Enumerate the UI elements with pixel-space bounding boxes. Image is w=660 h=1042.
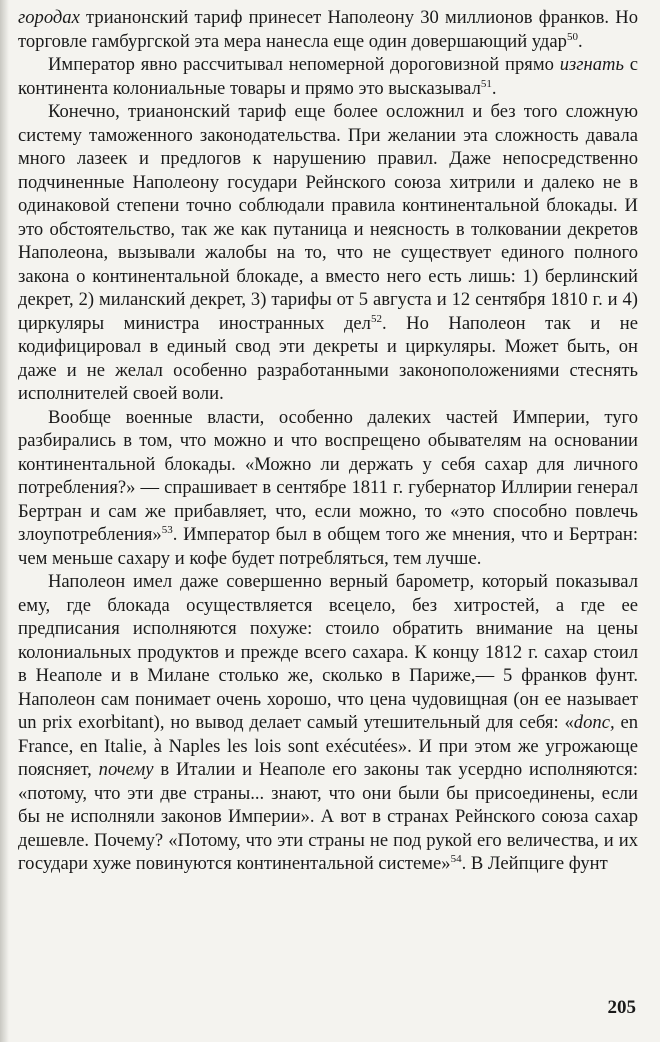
- text-run: . Но Наполеон так и не кодифицировал в единый свод эти декреты и циркуляры. Может быть, он даже и не желал особенно разработанными законоположениями стеснять исполнителей своей воли.: [18, 312, 639, 404]
- text-run: .: [577, 30, 583, 52]
- text-run: трианонский тариф принесет Наполеону 30 миллионов франков. Но торговле гамбургской эта мера нанесла еще один довершающий удар: [18, 7, 638, 52]
- footnote-ref: 52: [370, 312, 382, 325]
- paragraph: [18, 406, 638, 571]
- footnote-ref: 50: [566, 30, 578, 43]
- text-run: en France, en Italie, à Naples les lois sont exécutées». И при этом же угрожающе поясняет,: [18, 712, 638, 780]
- italic-run: почему: [98, 759, 154, 780]
- text-run: .: [491, 77, 497, 99]
- italic-run: изгнать: [559, 54, 624, 75]
- page-number: 205: [607, 997, 636, 1018]
- text-run: с континента колониальные товары и прямо это высказывал: [18, 54, 638, 99]
- footnote-ref: 53: [161, 524, 173, 536]
- text-run: . Император был в общем того же мнения, что и Бертран: чем меньше сахару и кофе будет потребляться, тем лучше.: [18, 524, 638, 569]
- text-run: Вообще военные власти, особенно далеких частей Империи, туго разбирались в том, что можно и что воспрещено обывателям на основании континентальной блокады. «Можно ли держать у себя сахар для личного потребления?» — спрашивает в сентябре 1811 г. губернатор Иллирии генерал Бертран и сам же прибавляет, что, если можно, то «это способно повлечь злоупотребления»: [18, 406, 638, 545]
- text-run: Наполеон имел даже совершенно верный барометр, который показывал ему, где блокада осуществляется всецело, без хитростей, а где ее предписания исполняются похуже: стоило обратить внимание на цены колониальных продуктов и прежде всего сахара. К концу 1812 г. сахар стоил в Неаполе и в Милане столько же, сколько в Париже,— 5 франков фунт. Наполеон сам понимает очень хорошо, что цена чудовищная (он ее называет un prix exorbitant), но вывод делает самый утешительный для себя: «: [18, 571, 638, 733]
- text-run: Император явно рассчитывал непомерной дороговизной прямо: [48, 54, 560, 75]
- footnote-ref: 51: [480, 77, 492, 90]
- page-edge-shadow: [0, 0, 9, 1042]
- text-run: . В Лейпциге фунт: [461, 853, 608, 874]
- paragraph: [18, 53, 638, 100]
- italic-run: donc,: [573, 712, 615, 733]
- paragraph: [18, 6, 638, 53]
- text-run: в Италии и Неаполе его законы так усердно исполняются: «потому, что эти две страны... знают, что они были бы присоединены, если бы не исполняли законов Империи». А вот в странах Рейнского союза сахар дешевле. Почему? «Потому, что эти страны не под рукой его величества, и их государи хуже повинуются континентальной системе»: [18, 759, 638, 874]
- footnote-ref: 54: [450, 853, 462, 865]
- text-run: Конечно, трианонский тариф еще более осложнил и без того сложную систему таможенного законодательства. При желании эта сложность давала много лазеек и предлогов к нарушению правил. Даже непосредственно подчиненные Наполеону государи Рейнского союза хитрили и далеко не в одинаковой степени точно соблюдали правила континентальной блокады. И это обстоятельство, так же как путаница и неясность в толковании декретов Наполеона, вызывали жалобы на то, что не существует единого полного закона о континентальной блокаде, а вместо него есть лишь: 1) берлинский декрет, 2) миланский декрет, 3) тарифы от 5 августа и 12 сентября 1810 г. и 4) циркуляры министра иностранных дел: [18, 101, 638, 334]
- paragraph: [18, 570, 638, 876]
- paragraph: [18, 100, 638, 406]
- italic-run: городах: [18, 7, 80, 28]
- body-text: [18, 6, 638, 876]
